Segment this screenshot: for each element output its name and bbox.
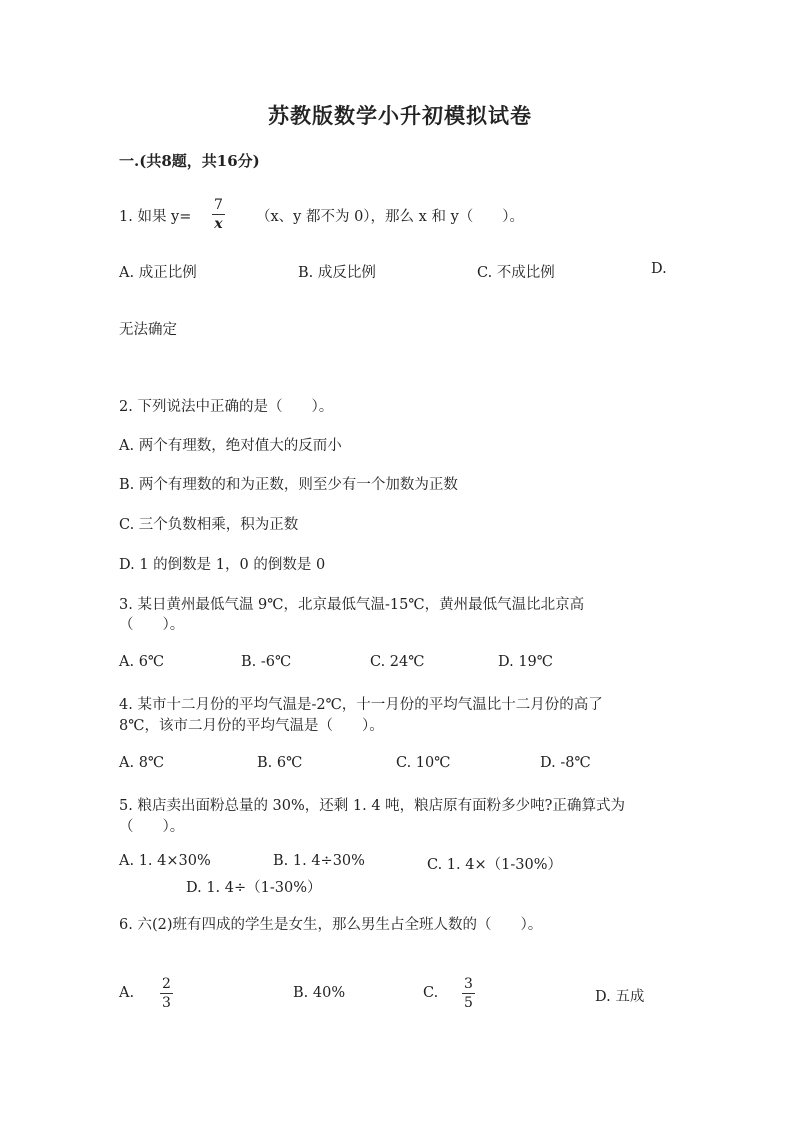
q2-stem: 2. 下列说法中正确的是（ ）。: [119, 399, 334, 415]
q3-stem-line2: （ ）。: [119, 617, 185, 633]
q1-option-b: B. 成反比例: [298, 265, 376, 281]
q6-option-a-fraction: [160, 977, 173, 1010]
q5-option-b: B. 1. 4÷30%: [273, 853, 365, 869]
q1-fraction-numerator: 7: [214, 197, 223, 213]
q6-stem: 6. 六(2)班有四成的学生是女生，那么男生占全班人数的（ ）。: [119, 917, 543, 933]
q1-prefix: 1. 如果 y=: [119, 209, 192, 225]
q2-option-b: B. 两个有理数的和为正数，则至少有一个加数为正数: [119, 477, 458, 493]
q1-suffix: （x、y 都不为 0），那么 x 和 y（ ）。: [256, 209, 525, 225]
q6-a-numerator: 2: [162, 976, 171, 992]
q5-option-d: D. 1. 4÷（1-30%）: [186, 880, 322, 896]
q1-option-a: A. 成正比例: [119, 265, 197, 281]
q3-stem-line1: 3. 某日黄州最低气温 9℃，北京最低气温-15℃，黄州最低气温比北京高: [119, 597, 585, 613]
q6-option-d: D. 五成: [595, 989, 645, 1005]
q1-fraction: [212, 198, 225, 231]
q2-option-a: A. 两个有理数，绝对值大的反而小: [119, 438, 342, 454]
q6-c-denominator: 5: [464, 995, 473, 1011]
q2-option-d: D. 1 的倒数是 1，0 的倒数是 0: [119, 557, 326, 573]
q4-option-b: B. 6℃: [257, 755, 303, 771]
q1-option-d: D.: [651, 261, 667, 277]
q6-a-denominator: 3: [162, 995, 171, 1011]
q5-stem-line1: 5. 粮店卖出面粉总量的 30%，还剩 1. 4 吨，粮店原有面粉多少吨?正确算式为: [119, 798, 625, 814]
q6-c-numerator: 3: [464, 976, 473, 992]
q6-option-c-label: C.: [423, 985, 439, 1001]
q1-fraction-denominator: x: [214, 216, 223, 232]
q4-stem-line2: 8℃，该市二月份的平均气温是（ ）。: [119, 718, 384, 734]
q4-option-c: C. 10℃: [396, 755, 451, 771]
q3-option-c: C. 24℃: [370, 654, 425, 670]
q3-option-d: D. 19℃: [498, 654, 553, 670]
q2-option-c: C. 三个负数相乘，积为正数: [119, 517, 299, 533]
q1-option-d-text: 无法确定: [119, 322, 177, 338]
q1-option-c: C. 不成比例: [477, 265, 555, 281]
q4-stem-line1: 4. 某市十二月份的平均气温是-2℃，十一月份的平均气温比十二月份的高了: [119, 697, 603, 713]
q6-option-c-fraction: [462, 977, 475, 1010]
q3-option-b: B. -6℃: [241, 654, 292, 670]
q5-option-c: C. 1. 4×（1-30%）: [427, 857, 562, 873]
q3-option-a: A. 6℃: [119, 654, 165, 670]
q6-option-b: B. 40%: [293, 985, 346, 1001]
q5-stem-line2: （ ）。: [119, 819, 185, 835]
section-heading: 一.(共8题，共16分): [119, 152, 260, 170]
q6-option-a-label: A.: [119, 985, 135, 1001]
q4-option-d: D. -8℃: [540, 755, 591, 771]
page-title: 苏教版数学小升初模拟试卷: [268, 103, 532, 128]
q4-option-a: A. 8℃: [119, 755, 165, 771]
q5-option-a: A. 1. 4×30%: [119, 853, 211, 869]
